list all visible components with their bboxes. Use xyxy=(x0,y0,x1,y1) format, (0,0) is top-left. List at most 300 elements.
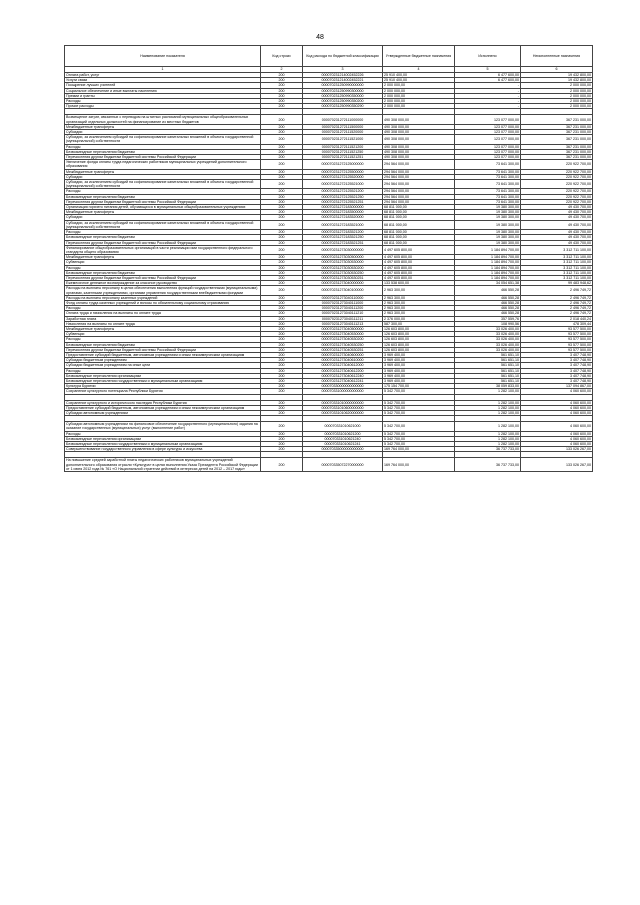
cell-budget-code: 000070335000000000000 xyxy=(303,447,383,452)
cell-line-code: 200 xyxy=(261,130,303,135)
budget-execution-table xyxy=(64,45,593,472)
cell-approved: 133 538 600,00 xyxy=(383,281,455,286)
table-row xyxy=(65,275,593,280)
column-index: 3 xyxy=(303,67,383,73)
cell-indicator-name: Перечисления другим бюджетам бюджетной системы Российской Федерации xyxy=(65,155,261,160)
cell-approved: 175 154 700,00 xyxy=(383,384,455,389)
cell-indicator-name: Расходы xyxy=(65,230,261,235)
cell-unexecuted: 93 577 500,00 xyxy=(521,347,593,352)
cell-line-code: 200 xyxy=(261,400,303,405)
cell-indicator-name: Расходы xyxy=(65,99,261,104)
cell-budget-code: 000070231273040530000 xyxy=(303,332,383,337)
cell-unexecuted: 367 231 000,00 xyxy=(521,115,593,124)
cell-executed: 1 184 894 700,00 xyxy=(455,270,521,275)
cell-executed: - xyxy=(455,83,521,88)
cell-approved: 5 342 700,00 xyxy=(383,400,455,405)
cell-approved: 3 969 400,00 xyxy=(383,352,455,357)
cell-executed: 1 282 100,00 xyxy=(455,400,521,405)
cell-indicator-name: Премии и гранты xyxy=(65,93,261,98)
cell-budget-code: 000070331010621241 xyxy=(303,442,383,447)
cell-line-code: 200 xyxy=(261,306,303,311)
cell-budget-code: 000070331010621000 xyxy=(303,422,383,431)
cell-executed: 73 641 300,00 xyxy=(455,174,521,179)
column-index: 6 xyxy=(521,67,593,73)
cell-executed: 1 282 100,00 xyxy=(455,436,521,441)
cell-budget-code: 000070231273040612241 xyxy=(303,378,383,383)
cell-indicator-name: Прочие расходы xyxy=(65,104,261,109)
table-row xyxy=(65,115,593,124)
table-row xyxy=(65,447,593,452)
cell-approved: 126 603 800,00 xyxy=(383,342,455,347)
cell-budget-code: 000070231273030000000 xyxy=(303,245,383,254)
cell-executed: 123 077 000,00 xyxy=(455,135,521,144)
cell-unexecuted: 2 000 000,00 xyxy=(521,99,593,104)
cell-unexecuted: 3 407 748,90 xyxy=(521,373,593,378)
cell-budget-code: 000070330000000000000 xyxy=(303,384,383,389)
cell-unexecuted: 2 000 000,00 xyxy=(521,83,593,88)
cell-line-code: 200 xyxy=(261,368,303,373)
cell-executed: 1 282 100,00 xyxy=(455,442,521,447)
cell-executed: 561 651,10 xyxy=(455,373,521,378)
cell-unexecuted: 2 496 749,72 xyxy=(521,286,593,295)
table-body xyxy=(65,67,593,472)
cell-budget-code: 000070231273040530200 xyxy=(303,337,383,342)
cell-line-code: 200 xyxy=(261,189,303,194)
cell-executed: 38 059 833,00 xyxy=(455,384,521,389)
cell-unexecuted: 3 312 711 100,00 xyxy=(521,265,593,270)
cell-indicator-name: Безвозмездные перечисления государственным и муниципальным организациям xyxy=(65,442,261,447)
cell-line-code: 200 xyxy=(261,245,303,254)
cell-unexecuted: 2 000 000,00 xyxy=(521,104,593,109)
cell-line-code: 200 xyxy=(261,135,303,144)
cell-unexecuted: 3 312 711 100,00 xyxy=(521,275,593,280)
cell-executed: 1 282 100,00 xyxy=(455,389,521,394)
cell-budget-code: 000070231272183500000 xyxy=(303,210,383,215)
cell-unexecuted: 93 577 500,00 xyxy=(521,342,593,347)
cell-unexecuted: 137 094 867,00 xyxy=(521,384,593,389)
cell-budget-code: 000070231273030530000 xyxy=(303,260,383,265)
cell-indicator-name: Субсидии xyxy=(65,215,261,220)
cell-line-code: 200 xyxy=(261,260,303,265)
cell-line-code: 200 xyxy=(261,160,303,169)
cell-executed: 1 282 100,00 xyxy=(455,405,521,410)
cell-unexecuted: 220 922 700,00 xyxy=(521,194,593,199)
cell-budget-code: 000070231273040500000 xyxy=(303,326,383,331)
cell-unexecuted: 220 922 700,00 xyxy=(521,180,593,189)
cell-indicator-name: Безвозмездные перечисления организациям xyxy=(65,436,261,441)
cell-approved: 5 342 700,00 xyxy=(383,405,455,410)
cell-approved: 5 342 700,00 xyxy=(383,411,455,416)
cell-indicator-name: Перечисления другим бюджетам бюджетной системы Российской Федерации xyxy=(65,199,261,204)
cell-unexecuted: 99 483 948,62 xyxy=(521,281,593,286)
cell-executed: 466 550,28 xyxy=(455,286,521,295)
cell-budget-code: 000070231272111000000 xyxy=(303,115,383,124)
table-row xyxy=(65,458,593,472)
cell-approved: 4 497 605 800,00 xyxy=(383,275,455,280)
cell-executed: 73 641 300,00 xyxy=(455,199,521,204)
cell-indicator-name: Межбюджетные трансферты xyxy=(65,210,261,215)
cell-indicator-name: Субсидии, за исключением субсидий на софинансирование капитальных вложений в объекты государственной (муниципальной) собственности xyxy=(65,220,261,229)
cell-unexecuted: 49 430 700,00 xyxy=(521,240,593,245)
cell-indicator-name: Совершенствование государственного управления в сфере культуры и искусства xyxy=(65,447,261,452)
cell-unexecuted: 367 231 000,00 xyxy=(521,135,593,144)
cell-unexecuted: 220 922 700,00 xyxy=(521,160,593,169)
cell-executed: 36 737 733,00 xyxy=(455,447,521,452)
cell-executed: 123 077 000,00 xyxy=(455,144,521,149)
cell-indicator-name: Межбюджетные трансферты xyxy=(65,255,261,260)
cell-approved: 2 000 000,00 xyxy=(383,88,455,93)
cell-indicator-name: Межбюджетные трансферты xyxy=(65,124,261,129)
table-row xyxy=(65,240,593,245)
cell-budget-code: 000070231272125521250 xyxy=(303,194,383,199)
cell-unexecuted: 2 496 749,72 xyxy=(521,306,593,311)
cell-approved: 294 564 000,00 xyxy=(383,180,455,189)
cell-budget-code: 000070231272111521200 xyxy=(303,144,383,149)
cell-approved: 294 564 000,00 xyxy=(383,160,455,169)
cell-executed: 34 054 651,38 xyxy=(455,281,521,286)
cell-unexecuted: 49 430 700,00 xyxy=(521,210,593,215)
cell-unexecuted: 4 060 600,00 xyxy=(521,389,593,394)
cell-indicator-name: Безвозмездные перечисления бюджетам xyxy=(65,342,261,347)
cell-approved: 169 764 000,00 xyxy=(383,458,455,472)
cell-budget-code: 000070231273030530200 xyxy=(303,265,383,270)
cell-executed: 561 651,10 xyxy=(455,358,521,363)
cell-unexecuted: 2 018 440,24 xyxy=(521,316,593,321)
cell-budget-code: 000070231250990000000 xyxy=(303,83,383,88)
cell-indicator-name: Субсидии xyxy=(65,130,261,135)
cell-unexecuted: 3 407 748,90 xyxy=(521,368,593,373)
cell-unexecuted: 3 407 748,90 xyxy=(521,363,593,368)
table-row xyxy=(65,281,593,286)
cell-unexecuted: 367 231 000,00 xyxy=(521,155,593,160)
cell-budget-code: 000070231272125520000 xyxy=(303,174,383,179)
cell-budget-code: 000070231273040111200 xyxy=(303,306,383,311)
cell-unexecuted: 3 407 748,90 xyxy=(521,352,593,357)
cell-approved: 2 963 300,00 xyxy=(383,306,455,311)
table-header-row xyxy=(65,46,593,67)
cell-unexecuted: 19 432 800,00 xyxy=(521,78,593,83)
cell-budget-code: 000070231272183521000 xyxy=(303,220,383,229)
cell-approved: 2 963 300,00 xyxy=(383,286,455,295)
table-row xyxy=(65,311,593,316)
cell-unexecuted: 3 312 711 100,00 xyxy=(521,270,593,275)
cell-executed: 73 641 300,00 xyxy=(455,160,521,169)
cell-executed: 1 282 100,00 xyxy=(455,422,521,431)
cell-executed: 561 651,10 xyxy=(455,363,521,368)
cell-line-code: 200 xyxy=(261,384,303,389)
cell-unexecuted: 220 922 700,00 xyxy=(521,174,593,179)
cell-line-code: 200 xyxy=(261,73,303,78)
cell-approved: 3 969 400,00 xyxy=(383,358,455,363)
cell-approved: 4 497 605 800,00 xyxy=(383,265,455,270)
cell-budget-code: 000070331010620000000 xyxy=(303,411,383,416)
cell-budget-code: 000070231272125521000 xyxy=(303,180,383,189)
cell-approved: 490 308 000,00 xyxy=(383,124,455,129)
cell-unexecuted: 367 231 000,00 xyxy=(521,124,593,129)
cell-approved: 68 811 000,00 xyxy=(383,235,455,240)
cell-indicator-name: Оплата работ, услуг xyxy=(65,73,261,78)
cell-indicator-name: Сохранение культурного потенциала Республики Бурятия xyxy=(65,389,261,394)
cell-unexecuted: 4 060 600,00 xyxy=(521,431,593,436)
cell-unexecuted: 2 496 749,72 xyxy=(521,295,593,300)
cell-line-code: 200 xyxy=(261,281,303,286)
table-row xyxy=(65,300,593,305)
cell-line-code: 200 xyxy=(261,275,303,280)
cell-approved: 490 308 000,00 xyxy=(383,115,455,124)
cell-indicator-name: Субсидии xyxy=(65,174,261,179)
cell-executed: 1 184 894 700,00 xyxy=(455,245,521,254)
cell-budget-code: 000070231273040610000 xyxy=(303,358,383,363)
cell-line-code: 200 xyxy=(261,286,303,295)
cell-line-code: 200 xyxy=(261,169,303,174)
cell-indicator-name: Субсидии автономным учреждениям на финансовое обеспечение государственного (муниципального) задания на оказание государственных (муниципальных) услуг (выполнение работ) xyxy=(65,422,261,431)
cell-executed: 33 026 400,00 xyxy=(455,347,521,352)
cell-approved: 2 963 300,00 xyxy=(383,311,455,316)
cell-approved: 2 963 300,00 xyxy=(383,300,455,305)
cell-unexecuted: 4 060 600,00 xyxy=(521,436,593,441)
cell-indicator-name: Расходы на выплаты персоналу в целях обеспечения выполнения функций государственными (муниципальными) органами, казенными учреждениями, органами управления государственными внебюджетными фондами xyxy=(65,286,261,295)
cell-indicator-name: Услуги связи xyxy=(65,78,261,83)
cell-line-code: 200 xyxy=(261,78,303,83)
header-budget-code: Код расхода по бюджетной классификации xyxy=(303,46,383,67)
cell-line-code: 200 xyxy=(261,215,303,220)
cell-line-code: 200 xyxy=(261,300,303,305)
cell-line-code: 200 xyxy=(261,210,303,215)
cell-line-code: 200 xyxy=(261,458,303,472)
cell-approved: 5 342 700,00 xyxy=(383,431,455,436)
cell-approved: 294 564 000,00 xyxy=(383,189,455,194)
cell-line-code: 200 xyxy=(261,265,303,270)
cell-budget-code: 000070231273040000000 xyxy=(303,281,383,286)
cell-indicator-name: Безвозмездные перечисления бюджетам xyxy=(65,270,261,275)
cell-budget-code: 000070231214002452226 xyxy=(303,73,383,78)
cell-budget-code: 000070231273040111211 xyxy=(303,316,383,321)
cell-budget-code: 000070231273030530250 xyxy=(303,270,383,275)
cell-line-code: 200 xyxy=(261,240,303,245)
header-unexecuted: Неисполненные назначения xyxy=(521,46,593,67)
cell-approved: 126 603 800,00 xyxy=(383,347,455,352)
cell-approved: 126 603 800,00 xyxy=(383,332,455,337)
cell-line-code: 200 xyxy=(261,174,303,179)
cell-indicator-name: Субвенции xyxy=(65,260,261,265)
cell-line-code: 200 xyxy=(261,352,303,357)
cell-executed: 19 380 300,00 xyxy=(455,240,521,245)
cell-line-code: 200 xyxy=(261,405,303,410)
cell-budget-code: 000070231273040111000 xyxy=(303,300,383,305)
cell-approved: 294 564 000,00 xyxy=(383,174,455,179)
cell-budget-code: 000070231272183520000 xyxy=(303,215,383,220)
cell-executed: 73 641 300,00 xyxy=(455,194,521,199)
cell-line-code: 200 xyxy=(261,347,303,352)
cell-approved: 68 811 000,00 xyxy=(383,220,455,229)
cell-line-code: 200 xyxy=(261,115,303,124)
cell-line-code: 200 xyxy=(261,124,303,129)
cell-executed: 108 990,56 xyxy=(455,321,521,326)
cell-indicator-name: Перечисления другим бюджетам бюджетной системы Российской Федерации xyxy=(65,347,261,352)
cell-executed: 466 550,28 xyxy=(455,311,521,316)
cell-executed: 19 380 300,00 xyxy=(455,210,521,215)
cell-approved: 4 497 605 800,00 xyxy=(383,255,455,260)
cell-line-code: 200 xyxy=(261,88,303,93)
cell-approved: 5 342 700,00 xyxy=(383,436,455,441)
cell-unexecuted: 49 430 700,00 xyxy=(521,220,593,229)
cell-line-code: 200 xyxy=(261,447,303,452)
cell-indicator-name: Расходы xyxy=(65,306,261,311)
cell-executed: 466 550,28 xyxy=(455,300,521,305)
cell-unexecuted: 220 922 700,00 xyxy=(521,199,593,204)
cell-line-code: 200 xyxy=(261,199,303,204)
cell-unexecuted: 220 922 700,00 xyxy=(521,189,593,194)
cell-approved: 3 969 400,00 xyxy=(383,373,455,378)
cell-budget-code: 000070231250990350000 xyxy=(303,93,383,98)
table-row xyxy=(65,286,593,295)
cell-line-code: 200 xyxy=(261,295,303,300)
table-row xyxy=(65,442,593,447)
cell-budget-code: 000070231272183521250 xyxy=(303,235,383,240)
cell-approved: 4 497 605 800,00 xyxy=(383,260,455,265)
cell-budget-code: 000070231273040612000 xyxy=(303,363,383,368)
cell-line-code: 200 xyxy=(261,363,303,368)
table-row xyxy=(65,400,593,405)
cell-budget-code: 000070331010621200 xyxy=(303,431,383,436)
cell-unexecuted: 4 060 600,00 xyxy=(521,405,593,410)
cell-line-code: 200 xyxy=(261,99,303,104)
table-row xyxy=(65,378,593,383)
cell-line-code: 200 xyxy=(261,180,303,189)
cell-indicator-name: Перечисления другим бюджетам бюджетной системы Российской Федерации xyxy=(65,275,261,280)
cell-line-code: 200 xyxy=(261,235,303,240)
cell-indicator-name: Фонд оплаты труда казенных учреждений и взносы по обязательному социальному страхованию xyxy=(65,300,261,305)
cell-approved: 126 603 800,00 xyxy=(383,326,455,331)
cell-unexecuted: 93 577 500,00 xyxy=(521,332,593,337)
cell-approved: 5 342 700,00 xyxy=(383,422,455,431)
cell-executed: 1 184 894 700,00 xyxy=(455,275,521,280)
table-row xyxy=(65,160,593,169)
cell-unexecuted: 4 060 600,00 xyxy=(521,400,593,405)
cell-unexecuted: 367 231 000,00 xyxy=(521,149,593,154)
cell-unexecuted: 133 026 267,00 xyxy=(521,447,593,452)
cell-executed: 19 380 300,00 xyxy=(455,215,521,220)
cell-approved: 68 811 000,00 xyxy=(383,230,455,235)
cell-line-code: 200 xyxy=(261,337,303,342)
cell-indicator-name: Финансирование общеобразовательных организаций в части реализации ими государственного федерального стандарта общего образования xyxy=(65,245,261,254)
cell-indicator-name: Расходы xyxy=(65,265,261,270)
cell-approved: 126 603 800,00 xyxy=(383,337,455,342)
cell-budget-code: 000070231273040530250 xyxy=(303,342,383,347)
cell-indicator-name: Межбюджетные трансферты xyxy=(65,326,261,331)
cell-approved: 25 910 400,00 xyxy=(383,73,455,78)
cell-approved: 2 376 000,00 xyxy=(383,316,455,321)
cell-line-code: 200 xyxy=(261,270,303,275)
cell-unexecuted: 2 496 749,72 xyxy=(521,300,593,305)
cell-executed: 19 380 300,00 xyxy=(455,235,521,240)
cell-approved: 25 910 400,00 xyxy=(383,78,455,83)
cell-indicator-name: Безвозмездные перечисления бюджетам xyxy=(65,149,261,154)
cell-executed: 561 651,10 xyxy=(455,378,521,383)
header-indicator-name: Наименование показателя xyxy=(65,46,261,67)
cell-unexecuted: 3 312 711 100,00 xyxy=(521,255,593,260)
cell-indicator-name: Субсидии бюджетным учреждениям на иные цели xyxy=(65,363,261,368)
cell-unexecuted: 93 577 500,00 xyxy=(521,337,593,342)
cell-indicator-name: Расходы на выплаты персоналу казенных учреждений xyxy=(65,295,261,300)
cell-budget-code: 000070331010600000000 xyxy=(303,405,383,410)
table-row xyxy=(65,135,593,144)
cell-budget-code: 000070231273040110000 xyxy=(303,295,383,300)
column-index: 4 xyxy=(383,67,455,73)
cell-budget-code: 000070231273040111213 xyxy=(303,321,383,326)
cell-line-code: 200 xyxy=(261,332,303,337)
cell-executed: 466 550,28 xyxy=(455,306,521,311)
cell-approved: 490 308 000,00 xyxy=(383,130,455,135)
cell-budget-code: 000070331010000000000 xyxy=(303,400,383,405)
cell-budget-code: 000070231272111521250 xyxy=(303,149,383,154)
cell-approved: 2 000 000,00 xyxy=(383,93,455,98)
cell-budget-code: 000070231273040612200 xyxy=(303,368,383,373)
cell-approved: 68 811 000,00 xyxy=(383,215,455,220)
cell-executed: 1 184 894 700,00 xyxy=(455,255,521,260)
cell-indicator-name: Перечисления другим бюджетам бюджетной системы Российской Федерации xyxy=(65,240,261,245)
cell-indicator-name: Субсидии автономным учреждениям xyxy=(65,411,261,416)
cell-budget-code: 000070231272111521251 xyxy=(303,155,383,160)
cell-unexecuted: 3 407 748,90 xyxy=(521,378,593,383)
cell-executed: 6 477 600,00 xyxy=(455,73,521,78)
cell-unexecuted: 4 060 600,00 xyxy=(521,411,593,416)
cell-indicator-name: Расходы xyxy=(65,337,261,342)
cell-budget-code: 000070231273040530251 xyxy=(303,347,383,352)
table-row xyxy=(65,199,593,204)
cell-approved: 490 308 000,00 xyxy=(383,144,455,149)
cell-line-code: 200 xyxy=(261,342,303,347)
table-row xyxy=(65,422,593,431)
cell-executed: 123 077 000,00 xyxy=(455,130,521,135)
cell-executed: 73 641 300,00 xyxy=(455,189,521,194)
cell-unexecuted: 3 312 711 100,00 xyxy=(521,245,593,254)
cell-budget-code: 000070231272125500000 xyxy=(303,169,383,174)
cell-approved: 490 308 000,00 xyxy=(383,149,455,154)
cell-line-code: 200 xyxy=(261,83,303,88)
cell-indicator-name: На повышение средней заработной платы педагогических работников муниципальных учреждений дополнительного образования отрасли «Культура» в целях выполнения Указа Президента Российской Федерации от 1 июня 2012 года № 761 «О Национальной стратегии действий в интересах детей на 2012 – 2017 годы» xyxy=(65,458,261,472)
table-row xyxy=(65,405,593,410)
cell-approved: 2 963 300,00 xyxy=(383,295,455,300)
cell-budget-code: 000070231214002452221 xyxy=(303,78,383,83)
cell-executed: 36 737 733,00 xyxy=(455,458,521,472)
cell-unexecuted: 220 922 700,00 xyxy=(521,169,593,174)
cell-executed: 73 641 300,00 xyxy=(455,169,521,174)
cell-line-code: 200 xyxy=(261,149,303,154)
cell-approved: 68 811 000,00 xyxy=(383,240,455,245)
cell-unexecuted: 4 060 600,00 xyxy=(521,422,593,431)
cell-budget-code: 000070231273030530251 xyxy=(303,275,383,280)
cell-line-code: 200 xyxy=(261,442,303,447)
cell-unexecuted: 49 430 700,00 xyxy=(521,235,593,240)
cell-approved: 587 300,00 xyxy=(383,321,455,326)
cell-unexecuted: 93 577 500,00 xyxy=(521,326,593,331)
cell-line-code: 200 xyxy=(261,93,303,98)
cell-unexecuted: 4 060 600,00 xyxy=(521,442,593,447)
table-row xyxy=(65,389,593,394)
cell-indicator-name: Расходы xyxy=(65,431,261,436)
cell-executed: 357 559,76 xyxy=(455,316,521,321)
cell-executed: 123 077 000,00 xyxy=(455,155,521,160)
cell-approved: 169 764 000,00 xyxy=(383,447,455,452)
cell-executed: 123 077 000,00 xyxy=(455,149,521,154)
cell-indicator-name: Расходы xyxy=(65,144,261,149)
cell-indicator-name: Расходы xyxy=(65,368,261,373)
cell-unexecuted: 133 026 267,00 xyxy=(521,458,593,472)
cell-approved: 2 000 000,00 xyxy=(383,99,455,104)
cell-indicator-name: Субсидии, за исключением субсидий на софинансирование капитальных вложений в объекты государственной (муниципальной) собственности xyxy=(65,135,261,144)
cell-indicator-name: Безвозмездные перечисления государственным и муниципальным организациям xyxy=(65,378,261,383)
